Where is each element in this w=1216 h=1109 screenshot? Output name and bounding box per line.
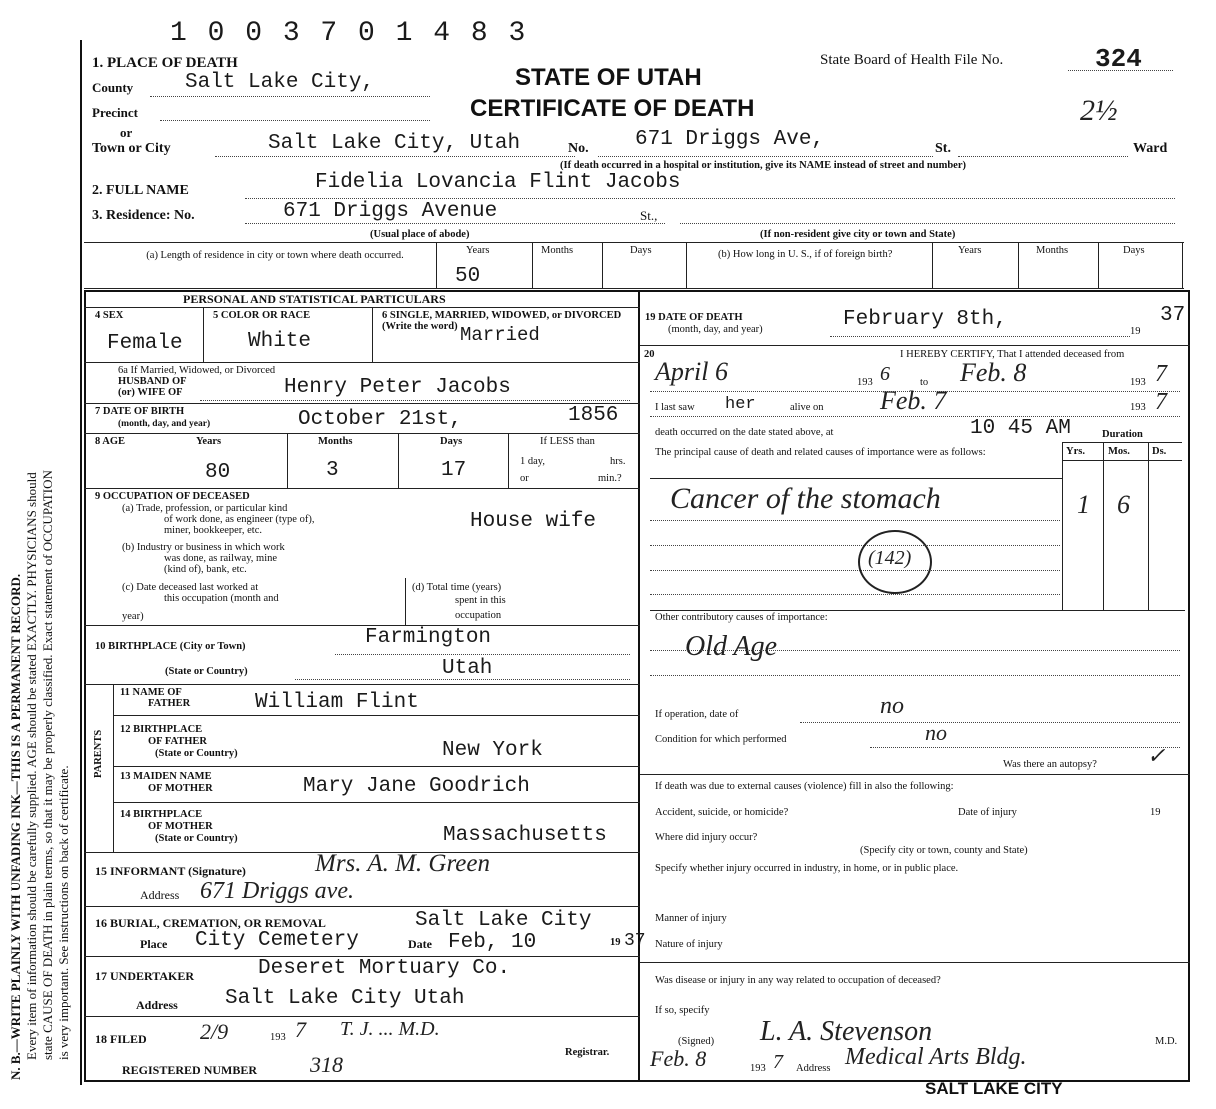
- if-so-specify-label: If so, specify: [655, 1005, 710, 1016]
- precinct-label: Precinct: [92, 105, 138, 120]
- death-year: 37: [1160, 304, 1186, 327]
- st-label: St.: [935, 141, 951, 156]
- father-birth-label1: 12 BIRTHPLACE: [120, 724, 203, 735]
- father-birth-label3: (State or Country): [155, 748, 238, 759]
- occupation-b1: (b) Industry or business in which work: [122, 542, 285, 553]
- personal-heading: PERSONAL AND STATISTICAL PARTICULARS: [183, 292, 446, 306]
- hospital-note: (If death occurred in a hospital or institution, give its NAME instead of street and number): [560, 160, 967, 171]
- burial-place-label: Place: [140, 937, 168, 951]
- burial-label: 16 BURIAL, CREMATION, OR REMOVAL: [95, 916, 326, 930]
- birthplace-label: 10 BIRTHPLACE (City or Town): [95, 641, 246, 652]
- county-value: Salt Lake City,: [185, 71, 375, 94]
- yrs-label: Yrs.: [1066, 446, 1085, 457]
- from-year-prefix: 193: [857, 377, 873, 388]
- or-label: or: [120, 125, 133, 140]
- marital-value: Married: [460, 324, 540, 346]
- occupation-label: 9 OCCUPATION OF DECEASED: [95, 491, 250, 502]
- other-causes-value: Old Age: [685, 631, 778, 662]
- residence-st-label: St.,: [640, 208, 658, 223]
- operation-label: If operation, date of: [655, 709, 739, 720]
- registrar-label: Registrar.: [565, 1047, 610, 1058]
- filed-year: 7: [295, 1017, 306, 1042]
- race-label: 5 COLOR OR RACE: [213, 310, 311, 321]
- burial-date-label: Date: [408, 937, 432, 951]
- certify-number: 20: [644, 349, 655, 360]
- informant-signature: Mrs. A. M. Green: [315, 850, 490, 877]
- occupation-d3: occupation: [455, 610, 502, 621]
- physician-address-label: Address: [796, 1063, 831, 1074]
- from-year: 6: [880, 363, 890, 385]
- informant-address-label: Address: [140, 888, 180, 902]
- street-value: 671 Driggs Ave,: [635, 128, 825, 151]
- hrs-label: hrs.: [610, 456, 626, 467]
- cause-of-death: Cancer of the stomach: [670, 482, 941, 515]
- certify-text: I HEREBY CERTIFY, That I attended deceased from: [900, 349, 1125, 360]
- occupation-a1: (a) Trade, profession, or particular kind: [122, 503, 288, 514]
- foreign-birth-label: (b) How long in U. S., if of foreign birth?: [718, 249, 893, 260]
- dob-label: 7 DATE OF BIRTH: [95, 406, 185, 417]
- registrar-signature: T. J. ... M.D.: [340, 1018, 440, 1040]
- duration-label: Duration: [1102, 429, 1143, 440]
- condition-label: Condition for which performed: [655, 734, 787, 745]
- burial-date: Feb, 10: [448, 931, 537, 954]
- birthplace-state: Utah: [442, 657, 493, 680]
- alive-year: 7: [1155, 389, 1167, 415]
- signed-date: Feb. 8: [650, 1046, 707, 1071]
- other-causes-label: Other contributory causes of importance:: [655, 612, 828, 623]
- burial-year: 37: [624, 931, 646, 951]
- full-name-label: 2. FULL NAME: [92, 183, 189, 198]
- alive-on-value: Feb. 7: [880, 386, 947, 415]
- undertaker-label: 17 UNDERTAKER: [95, 969, 195, 983]
- occupation-value: House wife: [470, 510, 597, 533]
- min-label: min.?: [598, 473, 622, 484]
- birthplace-state-label: (State or Country): [165, 666, 248, 677]
- parents-side-label: PARENTS: [93, 729, 104, 778]
- to-year-prefix: 193: [1130, 377, 1146, 388]
- reg-number-value: 318: [310, 1052, 343, 1077]
- to-label: to: [920, 377, 929, 388]
- cause-code: (142): [868, 547, 912, 569]
- father-birth-label2: OF FATHER: [148, 736, 208, 747]
- where-label: Where did injury occur?: [655, 832, 758, 843]
- filed-label: 18 FILED: [95, 1032, 147, 1046]
- nature-label: Nature of injury: [655, 939, 723, 950]
- physician-address: Medical Arts Bldg.: [845, 1044, 1027, 1070]
- sex-value: Female: [107, 332, 183, 355]
- undertaker-address: Salt Lake City Utah: [225, 987, 465, 1010]
- age-label: 8 AGE: [95, 436, 126, 447]
- mother-birth-label2: OF MOTHER: [148, 821, 213, 832]
- res-months-label: Months: [541, 245, 574, 256]
- serial-number: 1 0 0 3 7 0 1 4 8 3: [170, 18, 528, 49]
- town-label: Town or City: [92, 141, 171, 156]
- where-sub: (Specify city or town, county and State): [860, 845, 1028, 856]
- occupation-d2: spent in this: [455, 595, 506, 606]
- age-days-label: Days: [440, 436, 463, 447]
- age-months-value: 3: [326, 459, 339, 482]
- mother-name-label1: 13 MAIDEN NAME: [120, 771, 212, 782]
- residence-value: 671 Driggs Avenue: [283, 200, 498, 223]
- dob-value: October 21st,: [298, 408, 462, 431]
- filed-year-prefix: 193: [270, 1032, 286, 1043]
- death-date-value: February 8th,: [843, 308, 1007, 331]
- external-causes-text: If death was due to external causes (violence) fill in also the following:: [655, 781, 954, 792]
- specify-label: Specify whether injury occurred in industry, in home, or in public place.: [655, 863, 959, 874]
- age-months-label: Months: [318, 436, 353, 447]
- signed-year: 7: [773, 1051, 783, 1073]
- occupation-c1: (c) Date deceased last worked at: [122, 582, 259, 593]
- occurred-text: death occurred on the date stated above, at: [655, 427, 834, 438]
- death-year-prefix: 19: [1130, 326, 1141, 337]
- reg-number-label: REGISTERED NUMBER: [122, 1063, 258, 1077]
- less-than-label: If LESS than: [540, 436, 595, 447]
- city-stamp: SALT LAKE CITY: [925, 1079, 1063, 1098]
- sex-label: 4 SEX: [95, 310, 124, 321]
- certificate-title: CERTIFICATE OF DEATH: [470, 95, 755, 122]
- or-min-label: or: [520, 473, 529, 484]
- ward-label: Ward: [1133, 141, 1168, 156]
- last-saw-value: her: [725, 395, 756, 414]
- alive-year-prefix: 193: [1130, 402, 1146, 413]
- residence-label: 3. Residence: No.: [92, 208, 195, 223]
- occupation-d1: (d) Total time (years): [412, 582, 502, 593]
- age-years-value: 80: [205, 461, 231, 484]
- race-value: White: [248, 330, 312, 353]
- autopsy-label: Was there an autopsy?: [1003, 759, 1097, 770]
- nonresident-note: (If non-resident give city or town and State): [760, 229, 956, 240]
- age-days-value: 17: [441, 459, 467, 482]
- marital-label: 6 SINGLE, MARRIED, WIDOWED, or DIVORCED (Write the word): [382, 310, 622, 333]
- last-saw-label: I last saw: [655, 402, 695, 413]
- occupation-a2: of work done, as engineer (type of),: [164, 514, 315, 525]
- res-years-value: 50: [455, 265, 481, 288]
- md-label: M.D.: [1155, 1036, 1178, 1047]
- birthplace-city: Farmington: [365, 626, 492, 649]
- town-value: Salt Lake City, Utah: [268, 132, 521, 155]
- husband-label: HUSBAND OF: [118, 376, 187, 387]
- autopsy-value: ✓: [1147, 743, 1166, 768]
- father-name-value: William Flint: [255, 691, 419, 714]
- age-years-label: Years: [196, 436, 222, 447]
- fb-days-label: Days: [1123, 245, 1145, 256]
- wife-label: (or) WIFE OF: [118, 387, 183, 398]
- sidebar-note-2: Every item of information should be carefully supplied. AGE should be stated EXACTLY. PHYSICIANS should: [24, 472, 39, 1060]
- file-number: 324: [1095, 44, 1142, 74]
- spouse-value: Henry Peter Jacobs: [284, 376, 511, 399]
- abode-note: (Usual place of abode): [370, 229, 470, 240]
- length-residence-label: (a) Length of residence in city or town where death occurred.: [146, 250, 404, 261]
- occupation-c3: year): [122, 611, 144, 622]
- burial-year-prefix: 19: [610, 937, 621, 948]
- dob-sub: (month, day, and year): [118, 419, 211, 429]
- burial-place: Salt Lake City: [415, 909, 592, 932]
- informant-address: 671 Driggs ave.: [200, 878, 354, 904]
- injury-year-prefix: 19: [1150, 807, 1161, 818]
- alive-on-label: alive on: [790, 402, 824, 413]
- death-time: 10 45 AM: [970, 417, 1071, 440]
- informant-label: 15 INFORMANT (Signature): [95, 864, 246, 878]
- no-label: No.: [568, 141, 589, 156]
- mother-birth-label1: 14 BIRTHPLACE: [120, 809, 203, 820]
- attended-from: April 6: [655, 357, 728, 386]
- accident-label: Accident, suicide, or homicide?: [655, 807, 789, 818]
- ds-label: Ds.: [1152, 446, 1167, 457]
- fb-years-label: Years: [958, 245, 982, 256]
- occupation-b3: (kind of), bank, etc.: [164, 564, 247, 575]
- mother-birth-label3: (State or Country): [155, 833, 238, 844]
- place-label: 1. PLACE OF DEATH: [92, 55, 238, 71]
- signed-label: (Signed): [678, 1036, 715, 1047]
- sidebar-note-3: state CAUSE OF DEATH in plain terms, so that it may be properly classified. Exact statement of OCCUPATION: [40, 470, 55, 1060]
- operation-value: no: [880, 693, 904, 719]
- sidebar-note-1: N. B.—WRITE PLAINLY WITH UNFADING INK—THIS IS A PERMANENT RECORD.: [8, 573, 23, 1080]
- father-name-label2: FATHER: [148, 698, 191, 709]
- undertaker-address-label: Address: [136, 998, 178, 1012]
- burial-cemetery: City Cemetery: [195, 929, 359, 952]
- state-title: STATE OF UTAH: [515, 64, 702, 91]
- mother-birthplace-value: Massachusetts: [443, 824, 607, 847]
- cause-years: 1: [1077, 490, 1090, 519]
- to-year: 7: [1155, 361, 1167, 387]
- sidebar-note-4: is very important. See instructions on back of certificate.: [56, 765, 71, 1060]
- mos-label: Mos.: [1108, 446, 1130, 457]
- father-name-label1: 11 NAME OF: [120, 687, 182, 698]
- filed-date: 2/9: [200, 1019, 229, 1044]
- file-label: State Board of Health File No.: [820, 52, 1004, 68]
- res-years-label: Years: [466, 245, 490, 256]
- principal-text: The principal cause of death and related causes of importance were as follows:: [655, 447, 986, 458]
- father-birthplace-value: New York: [442, 739, 543, 762]
- county-label: County: [92, 80, 134, 95]
- death-date-sub: (month, day, and year): [668, 324, 763, 335]
- undertaker-name: Deseret Mortuary Co.: [258, 957, 511, 980]
- physician-signature: L. A. Stevenson: [760, 1016, 933, 1047]
- res-days-label: Days: [630, 245, 652, 256]
- one-day-label: 1 day,: [520, 456, 545, 467]
- fb-months-label: Months: [1036, 245, 1069, 256]
- mother-name-label2: OF MOTHER: [148, 783, 213, 794]
- handwritten-mark: 2½: [1080, 94, 1118, 127]
- injury-date-label: Date of injury: [958, 807, 1017, 818]
- full-name-value: Fidelia Lovancia Flint Jacobs: [315, 171, 681, 194]
- occupation-related-label: Was disease or injury in any way related to occupation of deceased?: [655, 975, 941, 986]
- condition-value: no: [925, 720, 947, 745]
- attended-to: Feb. 8: [960, 358, 1027, 387]
- death-date-label: 19 DATE OF DEATH: [645, 312, 743, 323]
- occupation-c2: this occupation (month and: [164, 593, 279, 604]
- manner-label: Manner of injury: [655, 913, 727, 924]
- dob-year: 1856: [568, 404, 619, 427]
- occupation-a3: miner, bookkeeper, etc.: [164, 525, 262, 536]
- occupation-b2: was done, as railway, mine: [164, 553, 278, 564]
- cause-months: 6: [1117, 490, 1130, 519]
- signed-year-prefix: 193: [750, 1063, 766, 1074]
- mother-name-value: Mary Jane Goodrich: [303, 775, 530, 798]
- spouse-note: 6a If Married, Widowed, or Divorced: [118, 365, 276, 376]
